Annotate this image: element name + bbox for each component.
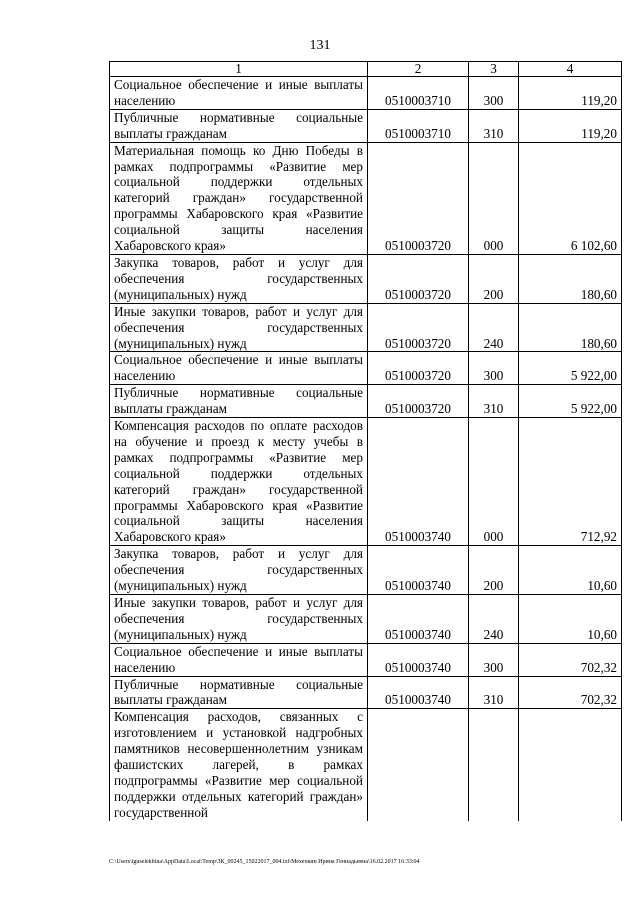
row-code: 0510003740 — [368, 676, 469, 709]
row-name: Социальное обеспечение и иные выплаты населению — [110, 643, 368, 676]
table-row — [110, 77, 622, 110]
table-row — [110, 385, 622, 418]
table-header-row — [110, 62, 622, 77]
row-type: 300 — [469, 352, 519, 385]
row-type: 300 — [469, 643, 519, 676]
footer-file-path: C:\Users\iguselekhina\AppData\Local\Temp\ЗК_00245_15022017_004.txt\Мехехкин Ирина Геннадьевна\16.02.2017 16:33:04 — [109, 859, 420, 865]
row-amount: 5 922,00 — [519, 352, 622, 385]
table-row — [110, 254, 622, 303]
row-type — [469, 709, 519, 821]
table-row — [110, 546, 622, 595]
row-code: 0510003720 — [368, 254, 469, 303]
row-amount — [519, 709, 622, 821]
row-code: 0510003720 — [368, 352, 469, 385]
table-row — [110, 676, 622, 709]
row-name: Закупка товаров, работ и услуг для обеспечения государственных (муниципальных) нужд — [110, 546, 368, 595]
row-name: Закупка товаров, работ и услуг для обеспечения государственных (муниципальных) нужд — [110, 254, 368, 303]
row-code: 0510003720 — [368, 303, 469, 352]
page-number: 131 — [309, 38, 331, 53]
table-row — [110, 352, 622, 385]
row-amount: 6 102,60 — [519, 142, 622, 254]
table-row — [110, 643, 622, 676]
row-code: 0510003740 — [368, 418, 469, 546]
table-row — [110, 109, 622, 142]
row-name: Иные закупки товаров, работ и услуг для обеспечения государственных (муниципальных) нужд — [110, 303, 368, 352]
row-code: 0510003740 — [368, 643, 469, 676]
budget-table — [109, 61, 622, 821]
row-name: Социальное обеспечение и иные выплаты населению — [110, 352, 368, 385]
row-type: 310 — [469, 385, 519, 418]
row-amount: 180,60 — [519, 303, 622, 352]
row-type: 300 — [469, 77, 519, 110]
row-type: 240 — [469, 303, 519, 352]
row-amount: 10,60 — [519, 595, 622, 644]
row-name: Иные закупки товаров, работ и услуг для обеспечения государственных (муниципальных) нужд — [110, 595, 368, 644]
row-amount: 5 922,00 — [519, 385, 622, 418]
column-header-code: 2 — [368, 62, 469, 77]
row-amount: 119,20 — [519, 77, 622, 110]
row-type: 310 — [469, 109, 519, 142]
column-header-type: 3 — [469, 62, 519, 77]
row-name: Публичные нормативные социальные выплаты гражданам — [110, 676, 368, 709]
row-code: 0510003720 — [368, 385, 469, 418]
row-type: 000 — [469, 142, 519, 254]
row-amount: 712,92 — [519, 418, 622, 546]
row-amount: 180,60 — [519, 254, 622, 303]
table-row — [110, 303, 622, 352]
row-name: Социальное обеспечение и иные выплаты населению — [110, 77, 368, 110]
table-row — [110, 595, 622, 644]
row-amount: 702,32 — [519, 676, 622, 709]
row-code — [368, 709, 469, 821]
row-type: 310 — [469, 676, 519, 709]
row-name: Публичные нормативные социальные выплаты гражданам — [110, 109, 368, 142]
table-row — [110, 709, 622, 821]
row-amount: 119,20 — [519, 109, 622, 142]
row-amount: 702,32 — [519, 643, 622, 676]
row-type: 000 — [469, 418, 519, 546]
row-code: 0510003720 — [368, 142, 469, 254]
row-name: Материальная помощь ко Дню Победы в рамках подпрограммы «Развитие мер социальной поддержки отдельных категорий граждан» государственной программы Хабаровского края «Развитие социальной защиты населения Хабаровского края» — [110, 142, 368, 254]
row-code: 0510003710 — [368, 109, 469, 142]
row-code: 0510003710 — [368, 77, 469, 110]
row-type: 240 — [469, 595, 519, 644]
row-code: 0510003740 — [368, 546, 469, 595]
row-name: Компенсация расходов по оплате расходов на обучение и проезд к месту учебы в рамках подпрограммы «Развитие мер социальной поддержки отдельных категорий граждан» государственной программы Хабаровского края «Развитие социальной защиты населения Хабаровского края» — [110, 418, 368, 546]
column-header-name: 1 — [110, 62, 368, 77]
row-amount: 10,60 — [519, 546, 622, 595]
column-header-amount: 4 — [519, 62, 622, 77]
table-row — [110, 142, 622, 254]
table-row — [110, 418, 622, 546]
row-name: Публичные нормативные социальные выплаты гражданам — [110, 385, 368, 418]
row-type: 200 — [469, 254, 519, 303]
row-type: 200 — [469, 546, 519, 595]
row-code: 0510003740 — [368, 595, 469, 644]
row-name: Компенсация расходов, связанных с изготовлением и установкой надгробных памятников несовершеннолетним узникам фашистских лагерей, в рамках подпрограммы «Развитие мер социальной поддержки отдельных категорий граждан» государственной — [110, 709, 368, 821]
